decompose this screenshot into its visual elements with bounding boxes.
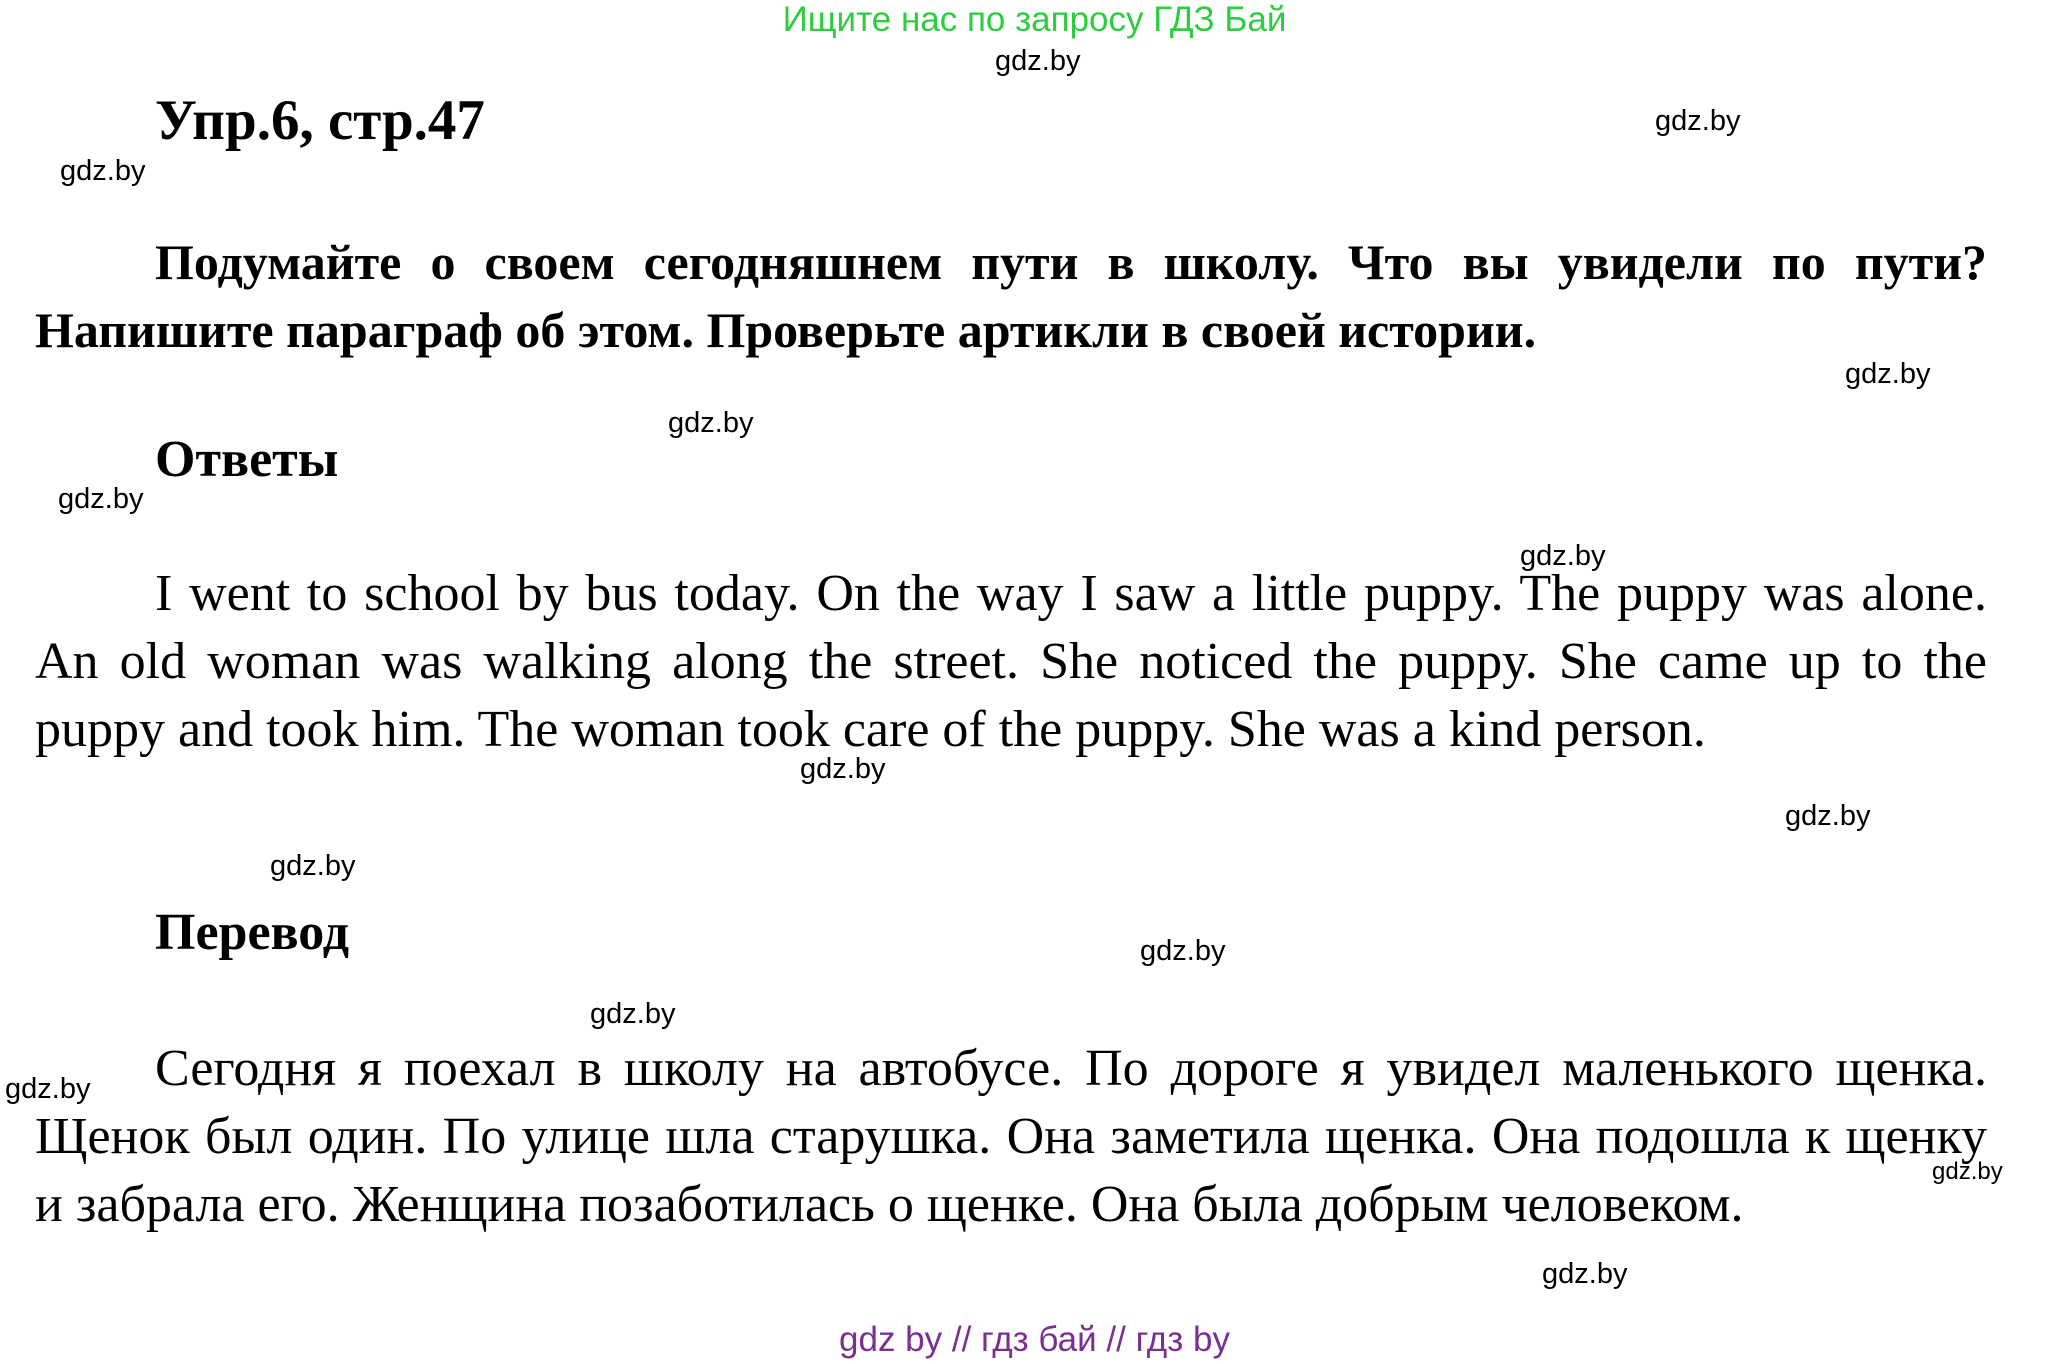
watermark: gdz.by [58,483,144,515]
translation-text: Сегодня я поехал в школу на автобусе. По дороге я увидел маленького щенка. Щенок был один. По улице шла старушка. Она заметила щенка. Она подошла к щенку и забрала его. Женщина позаботилась о щенке. Она была добрым человеком. [35,1040,1987,1233]
watermark: gdz.by [270,850,356,882]
watermark: gdz.by [1140,935,1226,967]
watermark: gdz.by [590,998,676,1030]
watermark: gdz.by [800,753,886,785]
page-title: Упр.6, стр.47 [155,89,485,152]
answers-heading: Ответы [155,431,339,488]
search-banner: Ищите нас по запросу ГДЗ Бай [782,0,1287,39]
watermark: gdz.by [1932,1158,2003,1185]
translation-heading: Перевод [155,904,350,961]
answer-text: I went to school by bus today. On the way I saw a little puppy. The puppy was alone. An old woman was walking along the street. She noticed the puppy. She came up to the puppy and took him. The woman took care of the puppy. She was a kind person. [35,565,1987,758]
footer-links: gdz by // гдз бай // гдз by [839,1320,1230,1359]
watermark: gdz.by [668,407,754,439]
watermark: gdz.by [1845,358,1931,390]
watermark: gdz.by [1542,1258,1628,1290]
watermark: gdz.by [1520,540,1606,572]
watermark: gdz.by [1655,105,1741,137]
watermark: gdz.by [1785,800,1871,832]
watermark: gdz.by [60,155,146,187]
watermark: gdz.by [995,45,1081,77]
watermark: gdz.by [5,1073,91,1105]
task-text: Подумайте о своем сегодняшнем пути в школу. Что вы увидели по пути? Напишите параграф об этом. Проверьте артикли в своей истории. [35,234,1987,358]
